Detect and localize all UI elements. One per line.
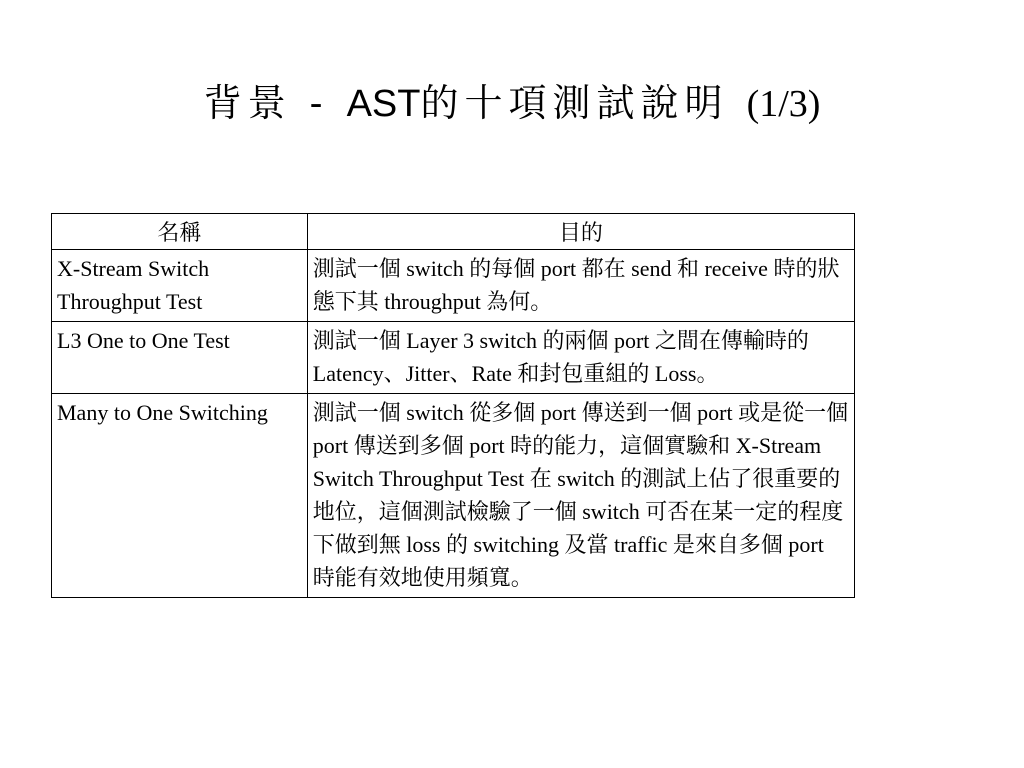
table-row [52,250,855,322]
table-row [52,394,855,598]
test-purpose-cell: 測試一個 switch 從多個 port 傳送到一個 port 或是從一個 port 傳送到多個 port 時的能力，這個實驗和 X-Stream Switch Throughput Test 在 switch 的測試上佔了很重要的地位，這個測試檢驗了一個 switch 可否在某一定的程度下做到無 loss 的 switching 及當 traffic 是來自多個 port 時能有效地使用頻寬。 [307,394,854,598]
test-name-cell: X-Stream Switch Throughput Test [52,250,308,322]
test-table [51,213,855,598]
slide-title [0,78,1024,129]
column-header-purpose: 目的 [307,214,854,250]
column-header-name: 名稱 [52,214,308,250]
title-description: 的十項測試說明 [420,81,747,125]
title-page-number: (1/3) [746,83,821,125]
table-row [52,322,855,394]
test-purpose-cell: 測試一個 Layer 3 switch 的兩個 port 之間在傳輸時的 Latency、Jitter、Rate 和封包重組的 Loss。 [307,322,854,394]
title-ast: AST [346,83,421,125]
title-prefix: 背景 - [203,81,347,125]
test-purpose-cell: 測試一個 switch 的每個 port 都在 send 和 receive 時的狀態下其 throughput 為何。 [307,250,854,322]
test-name-cell: L3 One to One Test [52,322,308,394]
test-name-cell: Many to One Switching [52,394,308,598]
table-header-row [52,214,855,250]
